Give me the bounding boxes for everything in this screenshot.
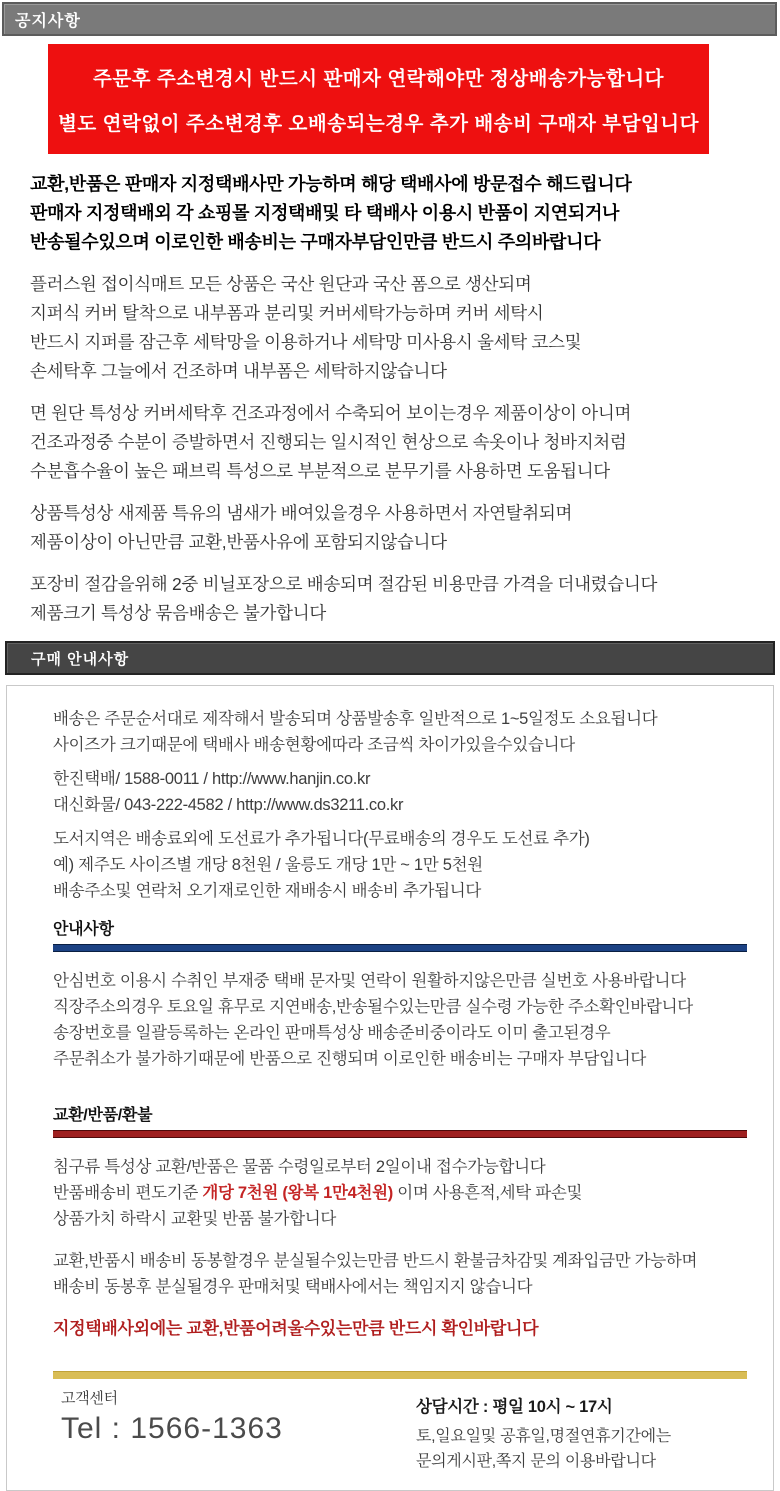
enclose-paragraph (53, 1248, 747, 1300)
info-line: 주문취소가 불가하기때문에 반품으로 진행되며 이로인한 배송비는 구매자 부담입니다 (53, 1050, 646, 1068)
exchange-fee-line (53, 1180, 747, 1206)
notice-line: 플러스원 접이식매트 모든 상품은 국산 원단과 국산 폼으로 생산되며 (30, 274, 532, 294)
notice-line: 건조과정중 수분이 증발하면서 진행되는 일시적인 현상으로 속옷이나 청바지처럼 (30, 432, 627, 452)
warning-text: 지정택배사외에는 교환,반품어려울수있는만큼 반드시 확인바랍니다 (53, 1319, 539, 1338)
info-divider-blue (53, 944, 747, 952)
notice-body (0, 154, 780, 628)
enclose-line: 배송비 동봉후 분실될경우 판매처및 택배사에서는 책임지지 않습니다 (53, 1278, 533, 1296)
courier-daeshin-line: 대신화물/ 043-222-4582 / http://www.ds3211.co.kr (53, 796, 404, 814)
notice-paragraph-exchange (30, 170, 752, 257)
notice-line: 교환,반품은 판매자 지정택배사만 가능하며 해당 택배사에 방문접수 해드립니다 (30, 174, 632, 194)
island-line: 배송주소및 연락처 오기재로인한 재배송시 배송비 추가됩니다 (53, 882, 482, 900)
notice-title-label: 공지사항 (15, 12, 81, 30)
purchase-info-box (6, 685, 774, 1491)
hours-title: 상담시간 : 평일 10시 ~ 17시 (416, 1398, 613, 1416)
gold-divider (53, 1371, 747, 1379)
notice-line: 지퍼식 커버 탈착으로 내부폼과 분리및 커버세탁가능하며 커버 세탁시 (30, 303, 544, 323)
notice-paragraph-smell (30, 499, 752, 557)
alert-line-1: 주문후 주소변경시 반드시 판매자 연락해야만 정상배송가능합니다 (92, 67, 665, 90)
info-line: 안심번호 이용시 수취인 부재중 택배 문자및 연락이 원활하지않은만큼 실번호 사용바랍니다 (53, 972, 686, 990)
island-line: 예) 제주도 사이즈별 개당 8천원 / 울릉도 개당 1만 ~ 1만 5천원 (53, 856, 483, 874)
notice-line: 수분흡수율이 높은 패브릭 특성으로 부분적으로 분무기를 사용하면 도움됩니다 (30, 461, 610, 481)
notice-line: 면 원단 특성상 커버세탁후 건조과정에서 수축되어 보이는경우 제품이상이 아니며 (30, 403, 632, 423)
shipping-paragraph (53, 706, 747, 758)
notice-line: 상품특성상 새제품 특유의 냄새가 배여있을경우 사용하면서 자연탈취되며 (30, 503, 573, 523)
notice-line: 반드시 지퍼를 잠근후 세탁망을 이용하거나 세탁망 미사용시 울세탁 코스및 (30, 332, 582, 352)
island-fee-paragraph (53, 826, 747, 904)
exchange-line: 침구류 특성상 교환/반품은 물품 수령일로부터 2일이내 접수가능합니다 (53, 1158, 546, 1176)
hours-note-line: 토,일요일및 공휴일,명절연휴기간에는 (416, 1428, 671, 1445)
purchase-title-label: 구매 안내사항 (31, 650, 130, 668)
enclose-line: 교환,반품시 배송비 동봉할경우 분실될수있는만큼 반드시 환불금차감및 계좌입금만 가능하며 (53, 1252, 698, 1270)
courier-hanjin-line: 한진택배/ 1588-0011 / http://www.hanjin.co.kr (53, 770, 371, 788)
customer-center-footer (53, 1387, 747, 1480)
notice-line: 포장비 절감을위해 2중 비닐포장으로 배송되며 절감된 비용만큼 가격을 더내렸습니다 (30, 574, 658, 594)
alert-box (48, 44, 709, 154)
notice-line: 손세탁후 그늘에서 건조하며 내부폼은 세탁하지않습니다 (30, 361, 447, 381)
exchange-divider-red (53, 1130, 747, 1138)
info-paragraph (53, 968, 747, 1072)
shipping-line: 사이즈가 크기때문에 택배사 배송현황에따라 조금씩 차이가있을수있습니다 (53, 736, 575, 754)
customer-center-label: 고객센터 (61, 1390, 118, 1407)
island-line: 도서지역은 배송료외에 도선료가 추가됩니다(무료배송의 경우도 도선료 추가) (53, 830, 590, 848)
hours-note-line: 문의게시판,쪽지 문의 이용바랍니다 (416, 1453, 656, 1470)
exchange-fee-post: 이며 사용흔적,세탁 파손및 (392, 1184, 583, 1202)
hours-block (416, 1387, 671, 1474)
alert-line-2: 별도 연락없이 주소변경후 오배송되는경우 추가 배송비 구매자 부담입니다 (58, 112, 699, 135)
notice-line: 반송될수있으며 이로인한 배송비는 구매자부담인만큼 반드시 주의바랍니다 (30, 232, 601, 252)
notice-paragraph-packaging (30, 570, 752, 628)
info-heading: 안내사항 (53, 921, 114, 938)
info-line: 직장주소의경우 토요일 휴무로 지연배송,반송될수있는만큼 실수령 가능한 주소확인바랍니다 (53, 998, 693, 1016)
exchange-fee-pre: 반품배송비 편도기준 (53, 1184, 203, 1202)
customer-center-block (53, 1387, 416, 1474)
exchange-paragraph (53, 1154, 747, 1232)
notice-line: 제품크기 특성상 묶음배송은 불가합니다 (30, 603, 326, 623)
purchase-title-bar (5, 641, 775, 675)
notice-line: 판매자 지정택배외 각 쇼핑몰 지정택배및 타 택배사 이용시 반품이 지연되거나 (30, 203, 620, 223)
notice-paragraph-shrink (30, 399, 752, 486)
exchange-line: 상품가치 하락시 교환및 반품 불가합니다 (53, 1210, 337, 1228)
exchange-heading: 교환/반품/환불 (53, 1107, 153, 1124)
courier-paragraph (53, 766, 747, 818)
notice-paragraph-washing (30, 270, 752, 386)
notice-line: 제품이상이 아닌만큼 교환,반품사유에 포함되지않습니다 (30, 532, 447, 552)
fee-highlight: 개당 7천원 (왕복 1만4천원) (202, 1184, 393, 1202)
shipping-line: 배송은 주문순서대로 제작해서 발송되며 상품발송후 일반적으로 1~5일정도 소요됩니다 (53, 710, 658, 728)
info-line: 송장번호를 일괄등록하는 온라인 판매특성상 배송준비중이라도 이미 출고된경우 (53, 1024, 611, 1042)
tel-number: Tel : 1566-1363 (61, 1412, 283, 1445)
notice-title-bar (2, 2, 777, 36)
